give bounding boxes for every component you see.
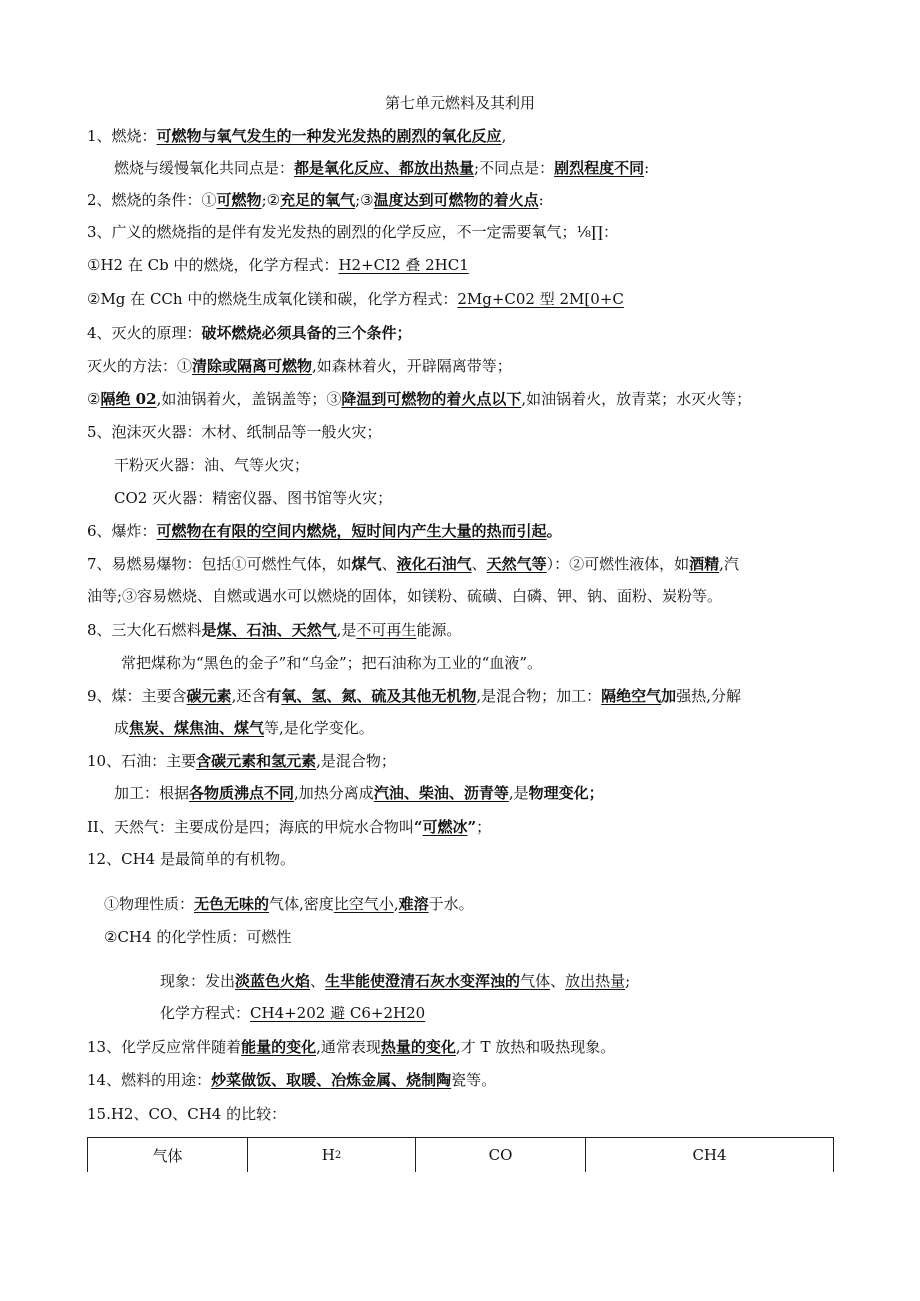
s4-c2: 隔绝 02 xyxy=(100,390,157,408)
s12-d5: 气体 xyxy=(520,972,551,990)
s13-d: 热量的变化 xyxy=(380,1038,456,1056)
s12-b6: 难溶 xyxy=(398,895,429,913)
s2-d: 充足的氧气 xyxy=(280,191,356,209)
section-12-line-3: ②CH4 的化学性质：可燃性 xyxy=(104,928,292,946)
section-9-line-1 xyxy=(87,686,741,706)
s11-b: “ xyxy=(413,818,423,836)
s9-a9: 强热,分解 xyxy=(676,687,741,705)
section-2 xyxy=(87,190,544,210)
s4-c1: ② xyxy=(87,390,101,408)
section-8-line-1 xyxy=(87,620,461,640)
s11-a: II、天然气：主要成份是四；海底的甲烷水合物叫 xyxy=(87,818,414,836)
s1-l2a: 燃烧与缓慢氧化共同点是： xyxy=(114,159,295,177)
s4-a1: 4、灭火的原理： xyxy=(87,324,202,342)
s7-a5: 、 xyxy=(471,555,487,573)
s2-f: 温度达到可燃物的着火点 xyxy=(373,191,539,209)
s10-b6: 物理变化； xyxy=(528,784,604,802)
s14-b: 炒菜做饭、取暖、冶炼金属、烧制陶 xyxy=(211,1071,452,1089)
s10-b3: ,加热分离成 xyxy=(294,784,374,802)
s7-a6: 天然气等 xyxy=(486,555,547,573)
s3-equation-1: H2+CI2 叠 2HC1 xyxy=(338,256,469,274)
s12-d2: 淡蓝色火焰 xyxy=(235,972,311,990)
s9-a1: 9、煤：主要含 xyxy=(87,687,187,705)
s12-equation: CH4+202 避 C6+2H20 xyxy=(250,1004,426,1022)
section-7-line-1 xyxy=(87,554,739,574)
s4-b2: 清除或隔离可燃物 xyxy=(192,357,313,375)
s12-b1: ①物理性质： xyxy=(104,895,195,913)
s10-a3: ,是混合物； xyxy=(316,752,396,770)
section-14 xyxy=(87,1070,496,1090)
table-header-gas: 气体 xyxy=(88,1138,248,1172)
table-header-co: CO xyxy=(416,1138,586,1172)
s7-a8: 酒精 xyxy=(689,555,720,573)
s4-c4: 降温到可燃物的着火点以下 xyxy=(341,390,522,408)
s2-e: ;③ xyxy=(355,191,374,209)
s10-a1: 10、石油：主要 xyxy=(87,752,197,770)
section-6 xyxy=(87,521,562,541)
s4-c3: ,如油锅着火，盖锅盖等；③ xyxy=(156,390,342,408)
s12-d1: 现象：发出 xyxy=(160,972,236,990)
section-10-line-1 xyxy=(87,751,396,771)
s7-a7: ）：②可燃性液体，如 xyxy=(546,555,690,573)
s12-b2: 无色无味的 xyxy=(194,895,270,913)
s2-a: 2、燃烧的条件：① xyxy=(87,191,217,209)
s14-c: 瓷 xyxy=(451,1071,467,1089)
section-7-line-2: 油等;③容易燃烧、自燃或遇水可以燃烧的固体，如镁粉、硫磺、白磷、钾、钠、面粉、炭粉等。 xyxy=(87,587,723,605)
section-3-line-1: 3、广义的燃烧指的是伴有发光发热的剧烈的化学反应，不一定需要氧气；⅛∏： xyxy=(87,223,619,241)
s13-e: ,才 T 放热和吸热现象。 xyxy=(455,1038,616,1056)
s12-d6: 、 xyxy=(550,972,566,990)
table-header-h2 xyxy=(248,1138,416,1172)
s8-a6: 能源。 xyxy=(416,621,462,639)
s1-num: 1、燃烧： xyxy=(87,127,157,145)
section-9-line-2 xyxy=(114,718,374,738)
s8-a3: 煤、石油、天然气 xyxy=(216,621,337,639)
s11-c: 可燃冰 xyxy=(422,818,468,836)
s1-definition: 可燃物与氧气发生的一种发光发热的剧烈的氧化反应 xyxy=(156,127,502,145)
s8-a4: ,是 xyxy=(336,621,357,639)
s9-a3: ,还含 xyxy=(231,687,267,705)
s13-b: 能量的变化 xyxy=(241,1038,317,1056)
table-header-ch4: CH4 xyxy=(586,1138,834,1172)
s9-a6: ,是混合物；加工： xyxy=(476,687,602,705)
s3-c1: ②Mg 在 CCh 中的燃烧生成氧化镁和碳，化学方程式： xyxy=(87,290,458,308)
section-15: 15.H2、CO、CH4 的比较： xyxy=(87,1105,287,1123)
s12-b4: 比空气小 xyxy=(333,895,394,913)
s12-b5: , xyxy=(393,895,399,913)
s1-l2b: 都是氧化反应、都放出热量 xyxy=(294,159,475,177)
s12-e1: 化学方程式： xyxy=(160,1004,251,1022)
s13-c: ,通常表现 xyxy=(316,1038,381,1056)
section-3-line-2 xyxy=(87,255,469,275)
s9-a5: 氧、氢、氮、硫及其他无机物 xyxy=(281,687,477,705)
s9-a2: 碳元素 xyxy=(186,687,232,705)
s9-a4: 有 xyxy=(266,687,282,705)
s12-d4: 生芈能使澄清石灰水变浑浊的 xyxy=(325,972,521,990)
s2-b: 可燃物 xyxy=(216,191,262,209)
h2-letter: H xyxy=(321,1146,335,1164)
s6-a: 6、爆炸： xyxy=(87,522,157,540)
s10-b1: 加工：根据 xyxy=(114,784,190,802)
page-title: 第七单元燃料及其利用 xyxy=(384,94,535,112)
s1-l2e: : xyxy=(644,159,650,177)
section-8-line-2: 常把煤称为“黑色的金子”和“乌金”；把石油称为工业的“血液”。 xyxy=(121,654,543,672)
s10-a2: 含碳元素和氢元素 xyxy=(196,752,317,770)
s2-g: : xyxy=(538,191,544,209)
s10-b4: 汽油、柴油、沥青等 xyxy=(373,784,509,802)
section-1-line-1 xyxy=(87,126,506,146)
s7-a2: 煤气 xyxy=(351,555,382,573)
section-12-line-1: 12、CH4 是最简单的有机物。 xyxy=(87,850,295,868)
s12-d3: 、 xyxy=(310,972,326,990)
s3-equation-2: 2Mg+C02 型 2M[0+C xyxy=(457,290,624,308)
section-12-line-5 xyxy=(160,1003,425,1023)
section-12-line-2 xyxy=(104,894,474,914)
s9-a8: 加 xyxy=(661,687,677,705)
s13-a: 13、化学反应常伴随着 xyxy=(87,1038,242,1056)
s9-b2: 焦炭、煤焦油、煤气 xyxy=(129,719,265,737)
section-13 xyxy=(87,1037,615,1057)
s10-b2: 各物质沸点不同 xyxy=(189,784,295,802)
section-4-line-2 xyxy=(87,356,512,376)
section-4-line-1 xyxy=(87,323,412,343)
s9-a7: 隔绝空气 xyxy=(601,687,662,705)
s12-b3: 气体,密度 xyxy=(269,895,334,913)
s14-d: 等。 xyxy=(466,1071,497,1089)
s1-l2c: ;不同点是： xyxy=(474,159,555,177)
section-5-line-3: CO2 灭火器：精密仪器、图书馆等火灾； xyxy=(114,489,393,507)
s8-a2: 是 xyxy=(201,621,217,639)
s11-d: ” xyxy=(467,818,477,836)
section-11 xyxy=(87,817,491,837)
s1-l2d: 剧烈程度不同 xyxy=(554,159,645,177)
s7-a3: 、 xyxy=(381,555,397,573)
s4-b3: ,如森林着火，开辟隔离带等； xyxy=(312,357,512,375)
section-3-line-3 xyxy=(87,289,624,309)
s4-a2: 破坏燃烧必须具备的三个条件； xyxy=(201,324,412,342)
s2-c: ;② xyxy=(261,191,281,209)
section-12-line-4 xyxy=(160,971,630,991)
s12-d7: 放出热量 xyxy=(565,972,626,990)
section-4-line-3 xyxy=(87,389,751,409)
comparison-table xyxy=(87,1137,834,1172)
section-5-line-2: 干粉灭火器：油、气等火灾； xyxy=(114,456,310,474)
section-1-line-2 xyxy=(114,158,649,178)
s10-b5: ,是 xyxy=(508,784,529,802)
s4-b1: 灭火的方法：① xyxy=(87,357,193,375)
s1-end: , xyxy=(501,127,507,145)
s7-a1: 7、易燃易爆物：包括①可燃性气体，如 xyxy=(87,555,352,573)
s8-a5: 不可再生 xyxy=(356,621,417,639)
s7-a4: 液化石油气 xyxy=(396,555,472,573)
s12-b7: 于水。 xyxy=(428,895,474,913)
s4-c5: ,如油锅着火，放青菜；水灭火等； xyxy=(521,390,752,408)
s6-b: 可燃物在有限的空间内燃烧，短时间内产生大量的热而引起 xyxy=(156,522,547,540)
section-10-line-2 xyxy=(114,783,604,803)
s6-c: 。 xyxy=(546,522,562,540)
s9-b1: 成 xyxy=(114,719,130,737)
s7-a9: ,汽 xyxy=(719,555,739,573)
s3-b1: ①H2 在 Cb 中的燃烧，化学方程式： xyxy=(87,256,339,274)
s11-e: ； xyxy=(476,818,492,836)
h2-subscript: 2 xyxy=(334,1149,342,1161)
s12-d8: ; xyxy=(625,972,631,990)
s8-a1: 8、三大化石燃料 xyxy=(87,621,202,639)
s14-a: 14、燃料的用途： xyxy=(87,1071,212,1089)
s9-b3: 等,是化学变化。 xyxy=(264,719,374,737)
section-5-line-1: 5、泡沫灭火器：木材、纸制品等一般火灾； xyxy=(87,423,382,441)
